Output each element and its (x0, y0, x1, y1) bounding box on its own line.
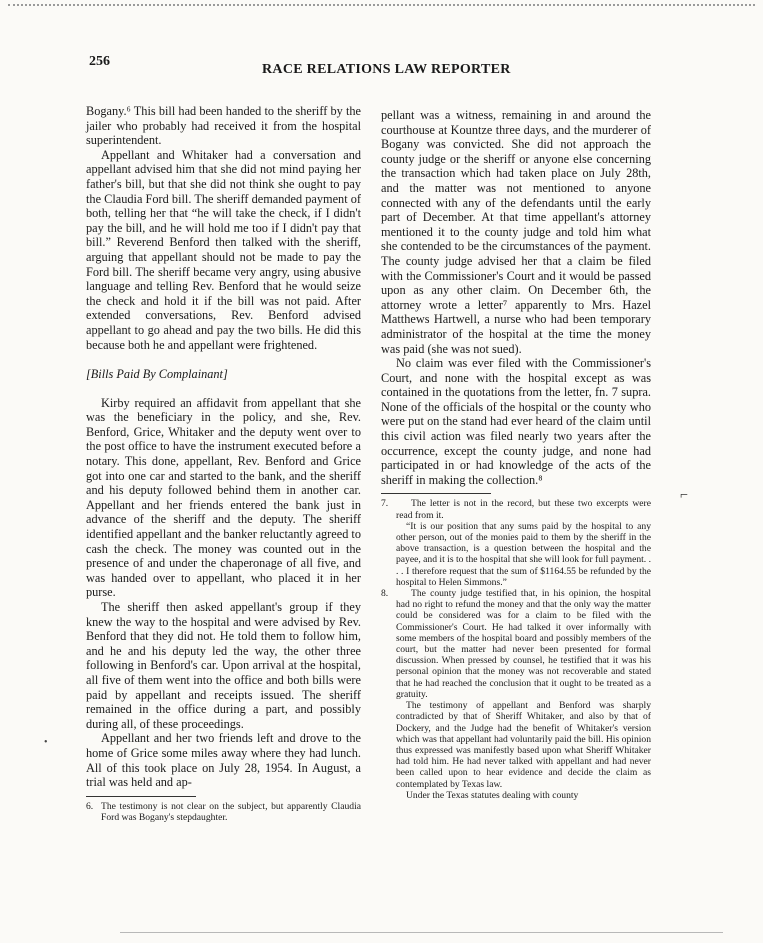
left-paragraph-2: Appellant and Whitaker had a conversation and appellant advised him that she did not mind paying her father's bill, but that she did not think she ought to pay the Claudia Ford bill. The sheriff demanded payment of both, telling her that “he will take the check, if I didn't pay the bill, and he will hold me too if I didn't pay that bill.” Reverend Benford then talked with the sheriff, arguing that appellant should not be made to pay the Ford bill. The sheriff became very angry, using abusive language and telling Rev. Benford that he would seize the check and hold it if the bill was not paid. After extended conversations, Rev. Benford advised appellant to go ahead and pay the two bills. He did this because both he and appellant were frightened. (86, 147, 361, 352)
footnote-7-mark: 7. (381, 498, 389, 510)
footnote-7-quote: “It is our position that any sums paid by the hospital to any other person, out of the monies paid to them by the sheriff in the above transaction, is a question between the hospital and the payee, and it is to the hospital that she will look for full payment. . . . I therefore request that the sum of $1164.55 be refunded by the hospital to Helen Simmons.” (396, 520, 651, 588)
right-paragraph-1: pellant was a witness, remaining in and around the courthouse at Kountze three days, and the murderer of Bogany was convicted. She did not approach the county judge or the sheriff or anyone else concerning the transaction which had taken place on July 28th, and the matter was not mentioned to anyone connected with any of the defendants until the early part of December. At that time appellant's attorney mentioned it to the county judge and told him what she contended to be the circumstances of the payment. The county judge advised her that a claim be filed with the Commissioner's Court and it would be passed upon as any other claim. On December 6th, the attorney wrote a letter⁷ apparently to Mrs. Hazel Matthews Hartwell, a nurse who had been temporary administrator of the hospital at the time the money was paid (she was not sued). (381, 108, 651, 356)
margin-mark: ⌐ (680, 488, 688, 503)
right-paragraph-2: No claim was ever filed with the Commissioner's Court, and none with the hospital except as was contained in the quotations from the letter, fn. 7 supra. None of the officials of the hospital or the county who were put on the stand had ever heard of the claim until this civil action was filed nearly two years after the occurrence, except the county judge, and none had participated in or had knowledge of the acts of the sheriff in making the collection.⁸ (381, 356, 651, 487)
footnote-rule-left (86, 796, 196, 797)
page-number: 256 (89, 54, 110, 69)
footnote-6-text: The testimony is not clear on the subject, but apparently Claudia Ford was Bogany's stepdaughter. (101, 800, 361, 823)
footnote-8-text: The county judge testified that, in his opinion, the hospital had no right to refund the money and that the only way the matter could be considered was for a claim to be filed with the Commissioner's Court. He had talked it over informally with some members of the hospital board and possibly members of the court, but the matter had never been presented for formal discussion. When pressed by counsel, he testified that it was his personal opinion that the money was not recoverable and stated that he had reached the conclusion that it ought to be treated as a gratuity. (396, 588, 651, 700)
footnote-8-paragraph-3: Under the Texas statutes dealing with county (406, 789, 579, 801)
bottom-scan-line (120, 932, 723, 933)
left-paragraph-1: Bogany.⁶ This bill had been handed to the sheriff by the jailer who probably had received it from the hospital superintendent. (86, 104, 361, 148)
footnote-rule-right (381, 493, 491, 494)
footnote-6-mark: 6. (86, 800, 94, 812)
footnote-8-mark: 8. (381, 588, 389, 600)
running-title: RACE RELATIONS LAW REPORTER (262, 62, 511, 77)
footnote-7-text: The letter is not in the record, but these two excerpts were read from it. (396, 498, 651, 521)
footnote-8-paragraph-2: The testimony of appellant and Benford was sharply contradicted by that of Sheriff Whitaker, and also by that of Dockery, and the Judge had the benefit of Whitaker's version which was that appellant had voluntarily paid the bill. His opinion thus expressed was manifestly based upon what Sheriff Whitaker had told him. He had never talked with appellant and had never been called upon to hear evidence and decide the claim as contemplated by Texas law. (396, 700, 651, 790)
section-heading: [Bills Paid By Complainant] (86, 367, 228, 382)
top-border-dots (8, 4, 755, 6)
margin-dot: • (44, 737, 48, 748)
left-paragraph-4: The sheriff then asked appellant's group if they knew the way to the hospital and were advised by Rev. Benford that they did not. He told them to follow him, and he and his deputy led the way, the other three following in Benford's car. Upon arrival at the hospital, all five of them went into the office and both bills were paid by appellant and receipts issued. The sheriff remained in the office during a part, and possibly during all, of these proceedings. (86, 600, 361, 731)
left-column (86, 104, 361, 823)
footnote-8 (381, 588, 651, 801)
footnote-6 (86, 801, 361, 823)
footnote-7 (381, 498, 651, 588)
left-paragraph-3: Kirby required an affidavit from appellant that she was the beneficiary in the policy, and she, Rev. Benford, Grice, Whitaker and the deputy went over to the post office to have the instrument executed before a notary. This done, appellant, Rev. Benford and Grice got into one car and started to the bank, and the sheriff and his deputy followed behind them in another car. Appellant and her friends entered the bank just in advance of the sheriff and the deputy. The sheriff identified appellant and the banker reluctantly agreed to cash the check. The money was counted out in the presence of and under the chaperonage of all five, and was handed over to appellant, who placed it in her purse. (86, 395, 361, 600)
right-column (381, 108, 651, 801)
left-paragraph-5: Appellant and her two friends left and drove to the home of Grice some miles away where they had lunch. All of this took place on July 28, 1954. In August, a trial was held and ap- (86, 731, 361, 790)
